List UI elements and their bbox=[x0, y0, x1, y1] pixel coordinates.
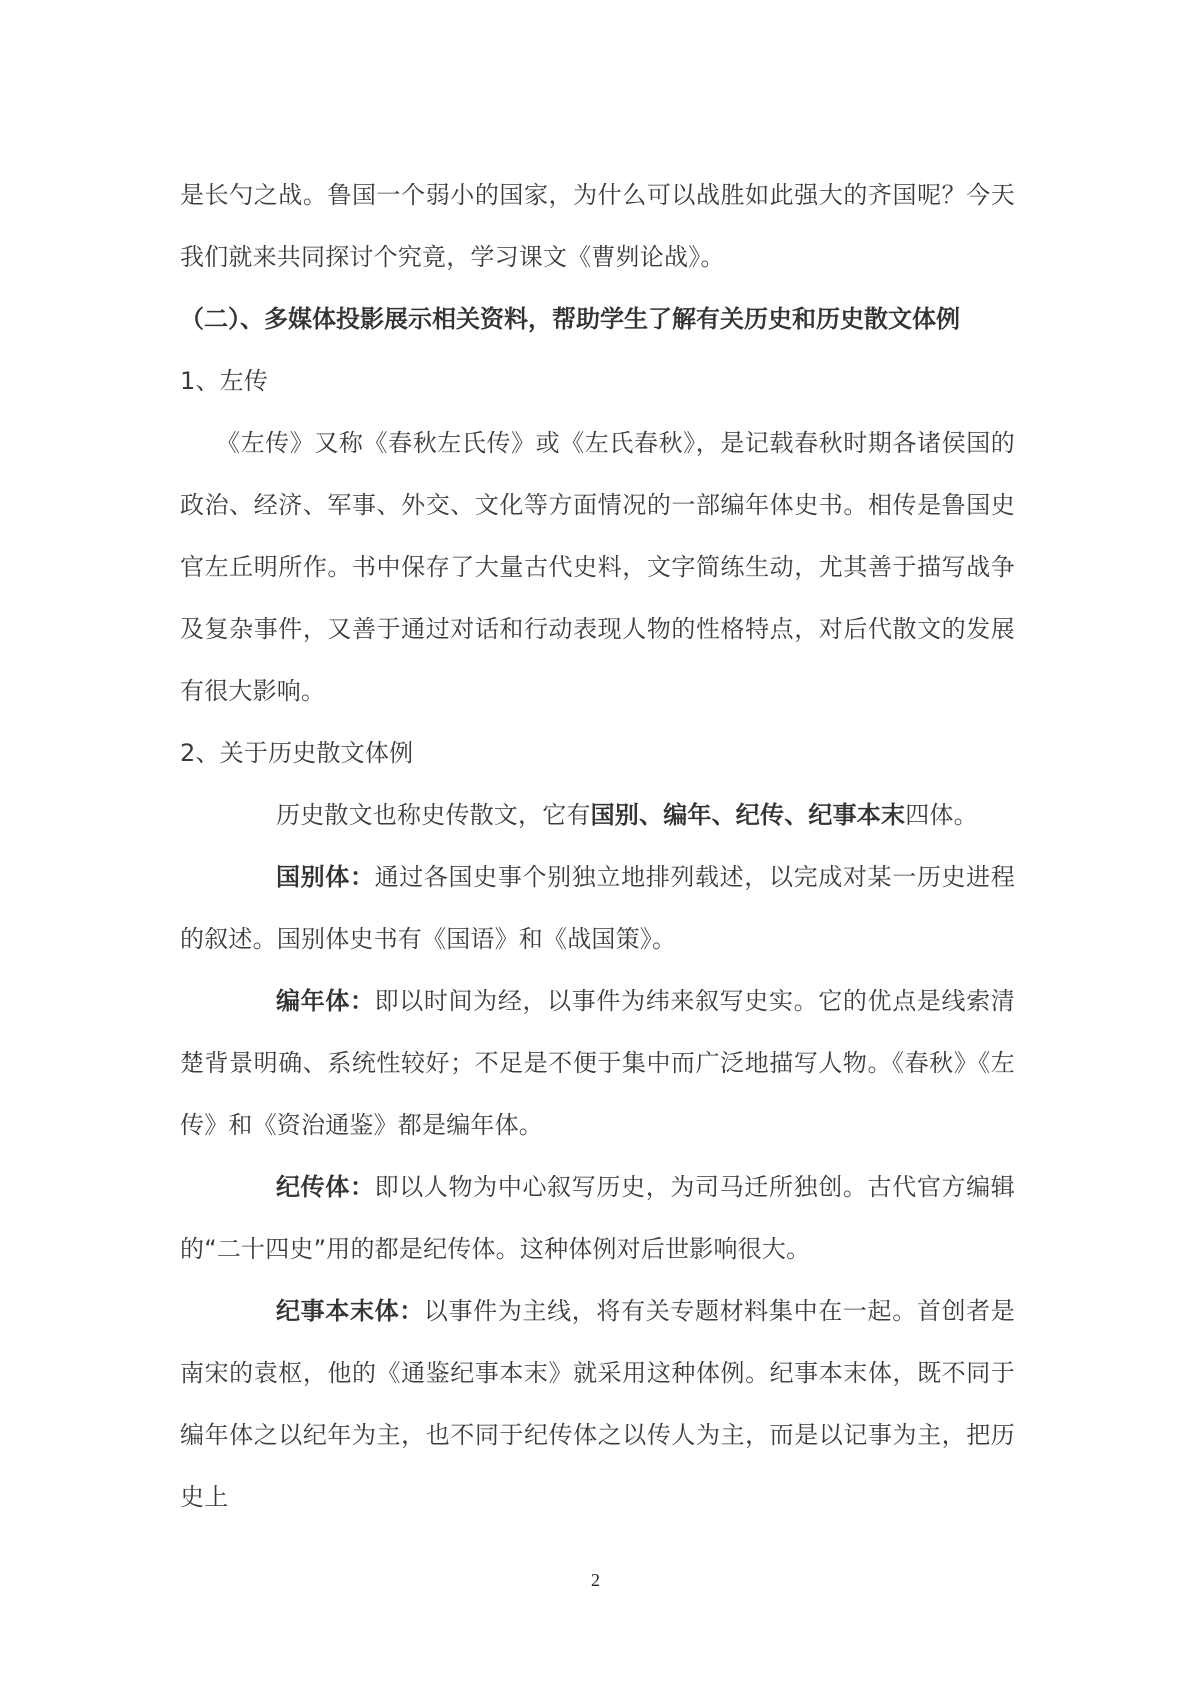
biannian-text: 即以时间为经，以事件为纬来叙写史实。它的优点是线索清楚背景明确、系统性较好；不足是不便于集中而广泛地描写人物。《春秋》《左传》和《资治通鉴》都是编年体。 bbox=[180, 987, 1015, 1139]
jizhuan-paragraph bbox=[180, 1156, 1015, 1280]
guobie-text: 通过各国史事个别独立地排列载述，以完成对某一历史进程的叙述。国别体史书有《国语》和《战国策》。 bbox=[180, 863, 1015, 953]
intro-paragraph: 是长勺之战。鲁国一个弱小的国家，为什么可以战胜如此强大的齐国呢？今天我们就来共同探讨个究竟，学习课文《曹刿论战》。 bbox=[180, 181, 1015, 271]
guobie-label: 国别体： bbox=[276, 863, 375, 891]
subsection-title-zuozhuan: 1、左传 bbox=[180, 367, 269, 395]
jishi-label: 纪事本末体： bbox=[276, 1297, 424, 1325]
zuozhuan-paragraph: 《左传》又称《春秋左氏传》或《左氏春秋》，是记载春秋时期各诸侯国的政治、经济、军事、外交、文化等方面情况的一部编年体史书。相传是鲁国史官左丘明所作。书中保存了大量古代史料，文字简练生动，尤其善于描写战争及复杂事件，又善于通过对话和行动表现人物的性格特点，对后代散文的发展有很大影响。 bbox=[180, 429, 1015, 705]
page-content bbox=[180, 164, 1015, 1528]
styles-intro-paragraph bbox=[180, 784, 1015, 846]
styles-intro-tail: 四体。 bbox=[905, 801, 978, 829]
section-heading: （二）、多媒体投影展示相关资料，帮助学生了解有关历史和历史散文体例 bbox=[180, 305, 960, 333]
biannian-paragraph bbox=[180, 970, 1015, 1156]
jizhuan-label: 纪传体： bbox=[276, 1173, 375, 1201]
guobie-paragraph bbox=[180, 846, 1015, 970]
subsection-title-styles: 2、关于历史散文体例 bbox=[180, 739, 414, 767]
jizhuan-text: 即以人物为中心叙写历史，为司马迁所独创。古代官方编辑的“二十四史”用的都是纪传体。这种体例对后世影响很大。 bbox=[180, 1173, 1015, 1263]
page-number: 2 bbox=[591, 1570, 600, 1590]
styles-list-bold: 国别、编年、纪传、纪事本末 bbox=[590, 801, 906, 829]
styles-intro-text: 历史散文也称史传散文，它有 bbox=[276, 801, 591, 829]
biannian-label: 编年体： bbox=[276, 987, 375, 1015]
jishi-paragraph bbox=[180, 1280, 1015, 1528]
jishi-text: 以事件为主线，将有关专题材料集中在一起。首创者是南宋的袁枢，他的《通鉴纪事本末》就采用这种体例。纪事本末体，既不同于编年体之以纪年为主，也不同于纪传体之以传人为主，而是以记事为主，把历史上 bbox=[180, 1297, 1015, 1511]
